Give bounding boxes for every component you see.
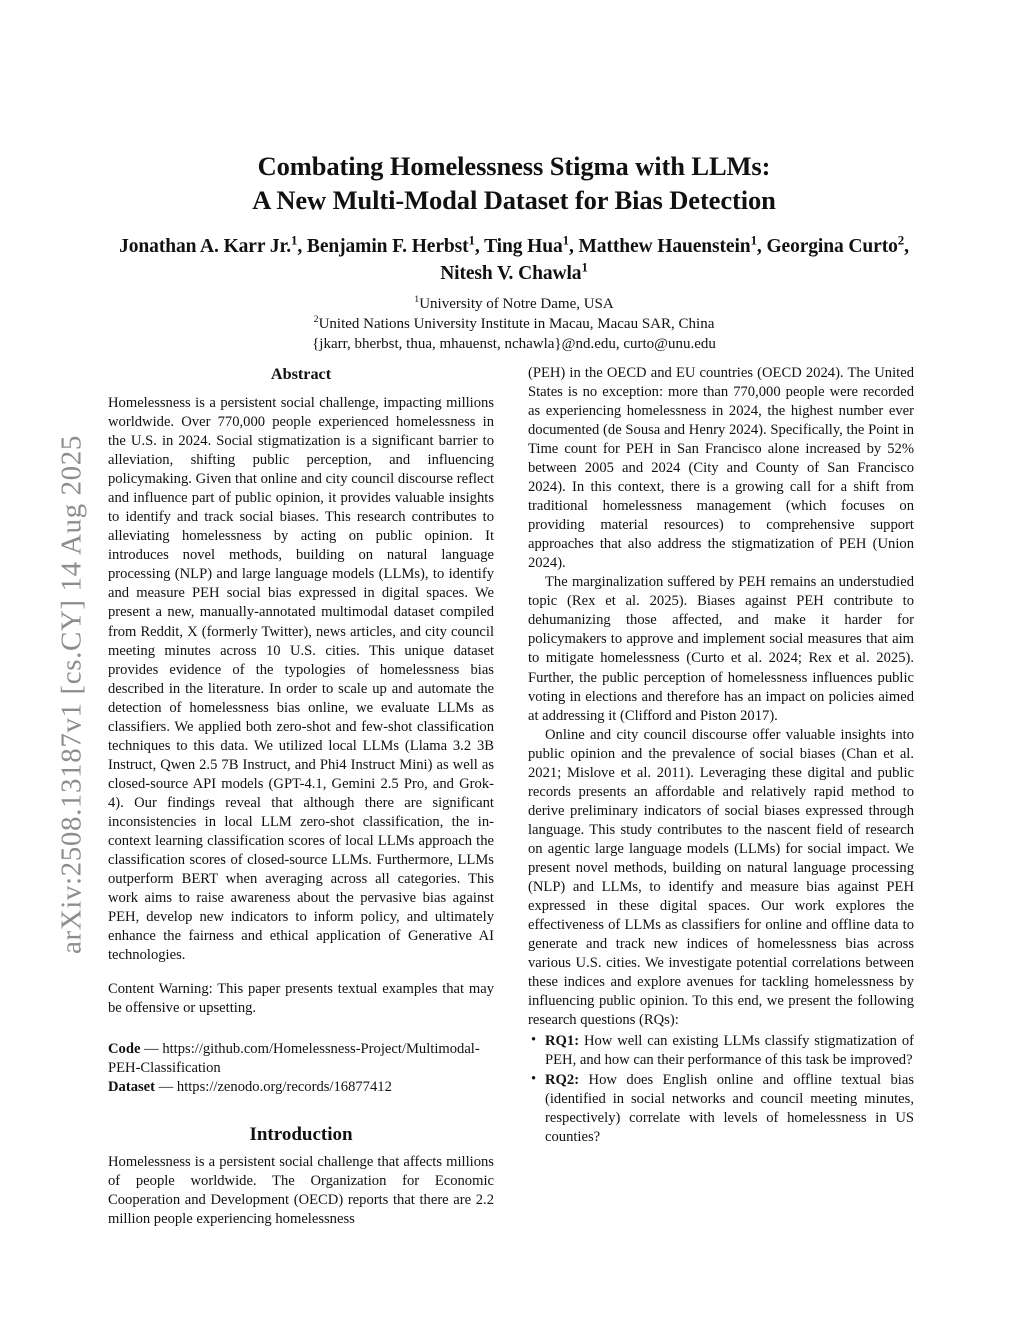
content-warning: Content Warning: This paper presents textual examples that may be offensive or upsetting. xyxy=(108,981,494,1017)
intro-paragraph-3: Online and city council discourse offer valuable insights into public opinion and the prevalence of social biases (Chan et al. 2021; Mislove et al. 2011). Leveraging these digital and public records presents an affordable and relatively rapid method to derive preliminary indicators of social biases expressed through language. This study contributes to the nascent field of research on agentic large language models (LLMs) for social impact. We present novel methods, building on natural language processing (NLP) and LLMs, to identify and measure bias against PEH expressed in these digital spaces. Our work explores the effectiveness of LLMs as classifiers for online and offline data to generate and track new indices of homelessness bias across various U.S. cities. We investigate potential correlations between these indices and explore avenues for tackling homelessness by influencing public opinion. To this end, we present the following research questions (RQs): xyxy=(528,726,914,1029)
author-herbst-affil-marker: 1 xyxy=(468,233,475,248)
affiliation-1-text: University of Notre Dame, USA xyxy=(419,295,614,312)
research-questions-list xyxy=(528,1032,914,1147)
left-column xyxy=(108,364,494,1229)
paper-header xyxy=(88,150,940,354)
dataset-dash: — xyxy=(155,1079,177,1096)
list-item xyxy=(528,1071,914,1147)
author-karr-affil-marker: 1 xyxy=(291,233,298,248)
rq1-text: How well can existing LLMs classify stigmatization of PEH, and how can their performance of this task be improved? xyxy=(545,1033,914,1069)
right-column xyxy=(528,364,914,1147)
code-url[interactable]: https://github.com/Homelessness-Project/Multimodal-PEH-Classification xyxy=(108,1041,480,1077)
introduction-heading: Introduction xyxy=(249,1124,353,1146)
intro-paragraph-continued: (PEH) in the OECD and EU countries (OECD 2024). The United States is no exception: more than 770,000 people were recorded as experiencing homelessness in 2024, the highest number ever documented (de Sousa and Henry 2024). Specifically, the Point in Time count for PEH in San Francisco alone increased by 52% between 2005 and 2024 (City and County of San Francisco 2024). In this context, there is a growing call for a shift from traditional homelessness management (which focuses on providing material resources) to comprehensive support approaches that also address the stigmatization of PEH (Union 2024). xyxy=(528,365,914,572)
title-line-1: Combating Homelessness Stigma with LLMs: xyxy=(257,151,771,181)
rq2-text: How does English online and offline textual bias (identified in social networks and council meeting minutes, respectively) correlate with levels of homelessness in US counties? xyxy=(545,1072,914,1146)
author-karr: Jonathan A. Karr Jr. xyxy=(119,235,292,257)
arxiv-stamp: arXiv:2508.13187v1 [cs.CY] 14 Aug 2025 xyxy=(55,435,88,954)
author-chawla-affil-marker: 1 xyxy=(581,260,588,275)
code-line xyxy=(108,1040,494,1078)
dataset-line xyxy=(108,1078,494,1097)
page-title xyxy=(88,150,940,218)
affiliation-2 xyxy=(88,315,940,335)
author-hua: , Ting Hua xyxy=(474,235,563,257)
affiliation-2-text: United Nations University Institute in Macau, Macau SAR, China xyxy=(318,315,715,332)
code-dash: — xyxy=(140,1041,163,1058)
affiliation-1 xyxy=(88,295,940,315)
author-hauenstein-affil-marker: 1 xyxy=(750,233,757,248)
title-line-2: A New Multi-Modal Dataset for Bias Detection xyxy=(252,184,776,215)
rq2-label: RQ2: xyxy=(545,1072,580,1089)
affiliation-1-marker: 1 xyxy=(414,293,420,305)
resource-links xyxy=(108,1040,494,1097)
author-curto: , Georgina Curto xyxy=(756,235,898,257)
code-label: Code xyxy=(108,1041,141,1058)
author-hua-affil-marker: 1 xyxy=(562,233,569,248)
rq1-label: RQ1: xyxy=(545,1033,580,1050)
author-chawla: Nitesh V. Chawla xyxy=(440,262,582,284)
author-curto-affil-marker: 2 xyxy=(897,233,905,248)
author-line-2 xyxy=(88,261,940,288)
author-herbst: , Benjamin F. Herbst xyxy=(297,235,469,257)
bullet-icon: • xyxy=(531,1032,537,1049)
author-list xyxy=(88,234,940,288)
author-line-1-comma: , xyxy=(904,235,909,257)
author-emails: {jkarr, bherbst, thua, mhauenst, nchawla}@nd.edu, curto@unu.edu xyxy=(312,335,716,352)
dataset-label: Dataset xyxy=(108,1079,156,1096)
dataset-url[interactable]: https://zenodo.org/records/16877412 xyxy=(176,1079,392,1096)
affiliation-2-marker: 2 xyxy=(313,313,319,325)
list-item xyxy=(528,1032,914,1070)
author-hauenstein: , Matthew Hauenstein xyxy=(568,235,751,257)
affiliations xyxy=(88,295,940,355)
author-line-1 xyxy=(88,234,940,261)
introduction-paragraph: Homelessness is a persistent social challenge that affects millions of people worldwide. The Organization for Economic Cooperation and Development (OECD) reports that there are 2.2 million people experiencing homelessness xyxy=(108,1154,494,1228)
intro-paragraph-2: The marginalization suffered by PEH remains an understudied topic (Rex et al. 2025). Biases against PEH contribute to dehumanizing those affected, and make it harder for policymakers to approve and implement social measures that aim to mitigate homelessness (Curto et al. 2024; Rex et al. 2025). Further, the public perception of homelessness influences public voting in elections and therefore has an impact on policies aimed at addressing it (Clifford and Piston 2017). xyxy=(528,574,914,724)
bullet-icon: • xyxy=(531,1071,537,1088)
abstract-heading: Abstract xyxy=(270,365,332,383)
abstract-text: Homelessness is a persistent social challenge, impacting millions worldwide. Over 770,000 people experienced homelessness in the U.S. in 2024. Social stigmatization is a significant barrier to alleviation, shifting public perception, and influencing policymaking. Given that online and city council discourse reflect and influence part of public opinion, it provides valuable insights to identify and track social biases. This research contributes to alleviating homelessness by acting on public opinion. It introduces novel methods, building on natural language processing (NLP) and large language models (LLMs), to identify and measure PEH social bias expressed in digital spaces. We present a new, manually-annotated multimodal dataset compiled from Reddit, X (formerly Twitter), news articles, and city council meeting minutes across 10 U.S. cities. This unique dataset provides evidence of the typologies of homelessness bias described in the literature. In order to scale up and automate the detection of homelessness bias online, we evaluate LLMs as classifiers. We applied both zero-shot and few-shot classification techniques to this data. We utilized local LLMs (Llama 3.2 3B Instruct, Qwen 2.5 7B Instruct, and Phi4 Instruct Mini) as well as closed-source API models (GPT-4.1, Gemini 2.5 Pro, and Grok-4). Our findings reveal that although there are significant inconsistencies in local LLM zero-shot classification, the in-context learning classification scores of local LLMs approach the classification scores of closed-source LLMs. Furthermore, LLMs outperform BERT when averaging across all categories. This work aims to raise awareness about the pervasive bias against PEH, develop new indicators to inform policy, and ultimately enhance the fairness and ethical application of Generative AI technologies. xyxy=(108,395,494,964)
